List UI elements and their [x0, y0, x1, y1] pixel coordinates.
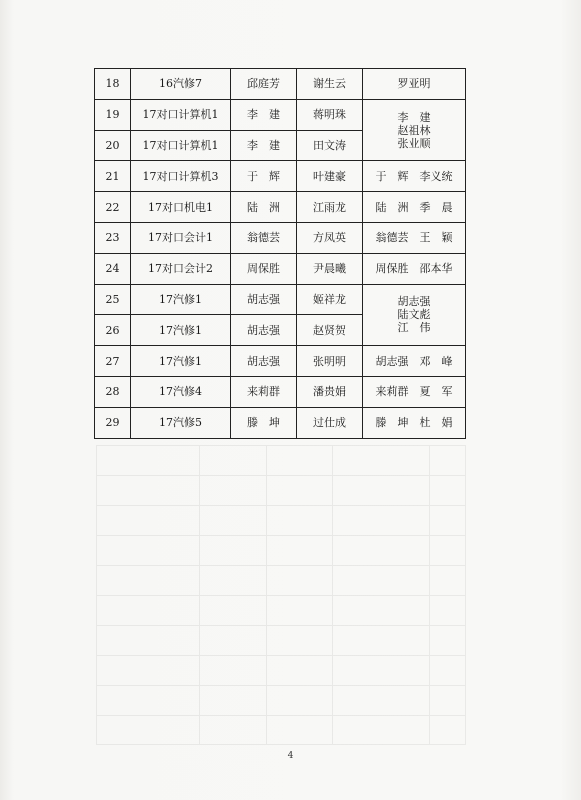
- row-number: 24: [95, 253, 131, 284]
- class-name: 16汽修7: [131, 69, 231, 100]
- assignment-table-container: [94, 68, 465, 438]
- teacher-two: 姬祥龙: [297, 284, 363, 315]
- row-number: 18: [95, 69, 131, 100]
- teacher-one: 胡志强: [231, 315, 297, 346]
- teacher-two: 尹晨曦: [297, 253, 363, 284]
- class-name: 17汽修5: [131, 407, 231, 438]
- row-number: 22: [95, 192, 131, 223]
- class-name: 17对口计算机1: [131, 99, 231, 130]
- class-name: 17对口计算机3: [131, 161, 231, 192]
- group-members: [363, 99, 466, 161]
- table-row: [95, 407, 466, 438]
- group-member: 胡志强: [397, 295, 431, 309]
- table-row: [95, 222, 466, 253]
- teacher-two: 潘贵娟: [297, 376, 363, 407]
- group-member: 李 建: [397, 110, 431, 124]
- class-name: 17汽修1: [131, 284, 231, 315]
- teacher-two: 过仕成: [297, 407, 363, 438]
- row-number: 26: [95, 315, 131, 346]
- table-row: [95, 253, 466, 284]
- table-row: [95, 346, 466, 377]
- teacher-one: 滕 坤: [231, 407, 297, 438]
- group-members: 胡志强 邓 峰: [363, 346, 466, 377]
- table-row: [95, 376, 466, 407]
- row-number: 29: [95, 407, 131, 438]
- table-row: [95, 284, 466, 315]
- group-members: 罗亚明: [363, 69, 466, 100]
- teacher-two: 蒋明珠: [297, 99, 363, 130]
- group-member: 陆文彪: [397, 308, 431, 322]
- teacher-two: 方凤英: [297, 222, 363, 253]
- class-name: 17汽修1: [131, 346, 231, 377]
- group-members: 翁德芸 王 颖: [363, 222, 466, 253]
- class-name: 17对口会计1: [131, 222, 231, 253]
- teacher-two: 江雨龙: [297, 192, 363, 223]
- table-row: [95, 69, 466, 100]
- teacher-one: 李 建: [231, 130, 297, 161]
- group-members: 周保胜 邵本华: [363, 253, 466, 284]
- assignment-table: [94, 68, 466, 439]
- row-number: 27: [95, 346, 131, 377]
- group-members: 滕 坤 杜 娟: [363, 407, 466, 438]
- table-row: [95, 192, 466, 223]
- teacher-one: 陆 洲: [231, 192, 297, 223]
- class-name: 17对口机电1: [131, 192, 231, 223]
- table-row: [95, 99, 466, 130]
- row-number: 19: [95, 99, 131, 130]
- row-number: 21: [95, 161, 131, 192]
- row-number: 23: [95, 222, 131, 253]
- row-number: 20: [95, 130, 131, 161]
- row-number: 28: [95, 376, 131, 407]
- class-name: 17汽修4: [131, 376, 231, 407]
- class-name: 17汽修1: [131, 315, 231, 346]
- table-row: [95, 161, 466, 192]
- teacher-one: 翁德芸: [231, 222, 297, 253]
- group-member: 张业顺: [397, 136, 431, 150]
- teacher-one: 胡志强: [231, 284, 297, 315]
- group-members: 陆 洲 季 晨: [363, 192, 466, 223]
- teacher-two: 谢生云: [297, 69, 363, 100]
- group-members: [363, 284, 466, 346]
- class-name: 17对口计算机1: [131, 130, 231, 161]
- teacher-one: 周保胜: [231, 253, 297, 284]
- teacher-one: 李 建: [231, 99, 297, 130]
- teacher-one: 于 辉: [231, 161, 297, 192]
- group-member: 赵祖林: [397, 123, 431, 137]
- group-members: 来莉群 夏 军: [363, 376, 466, 407]
- teacher-one: 来莉群: [231, 376, 297, 407]
- teacher-two: 田文涛: [297, 130, 363, 161]
- teacher-two: 赵贤贺: [297, 315, 363, 346]
- teacher-two: 叶建豪: [297, 161, 363, 192]
- bleed-through-shadow: [96, 445, 466, 745]
- class-name: 17对口会计2: [131, 253, 231, 284]
- teacher-one: 胡志强: [231, 346, 297, 377]
- page-number: 4: [287, 751, 294, 761]
- row-number: 25: [95, 284, 131, 315]
- teacher-one: 邱庭芳: [231, 69, 297, 100]
- group-member: 江 伟: [397, 321, 431, 335]
- teacher-two: 张明明: [297, 346, 363, 377]
- group-members: 于 辉 李义统: [363, 161, 466, 192]
